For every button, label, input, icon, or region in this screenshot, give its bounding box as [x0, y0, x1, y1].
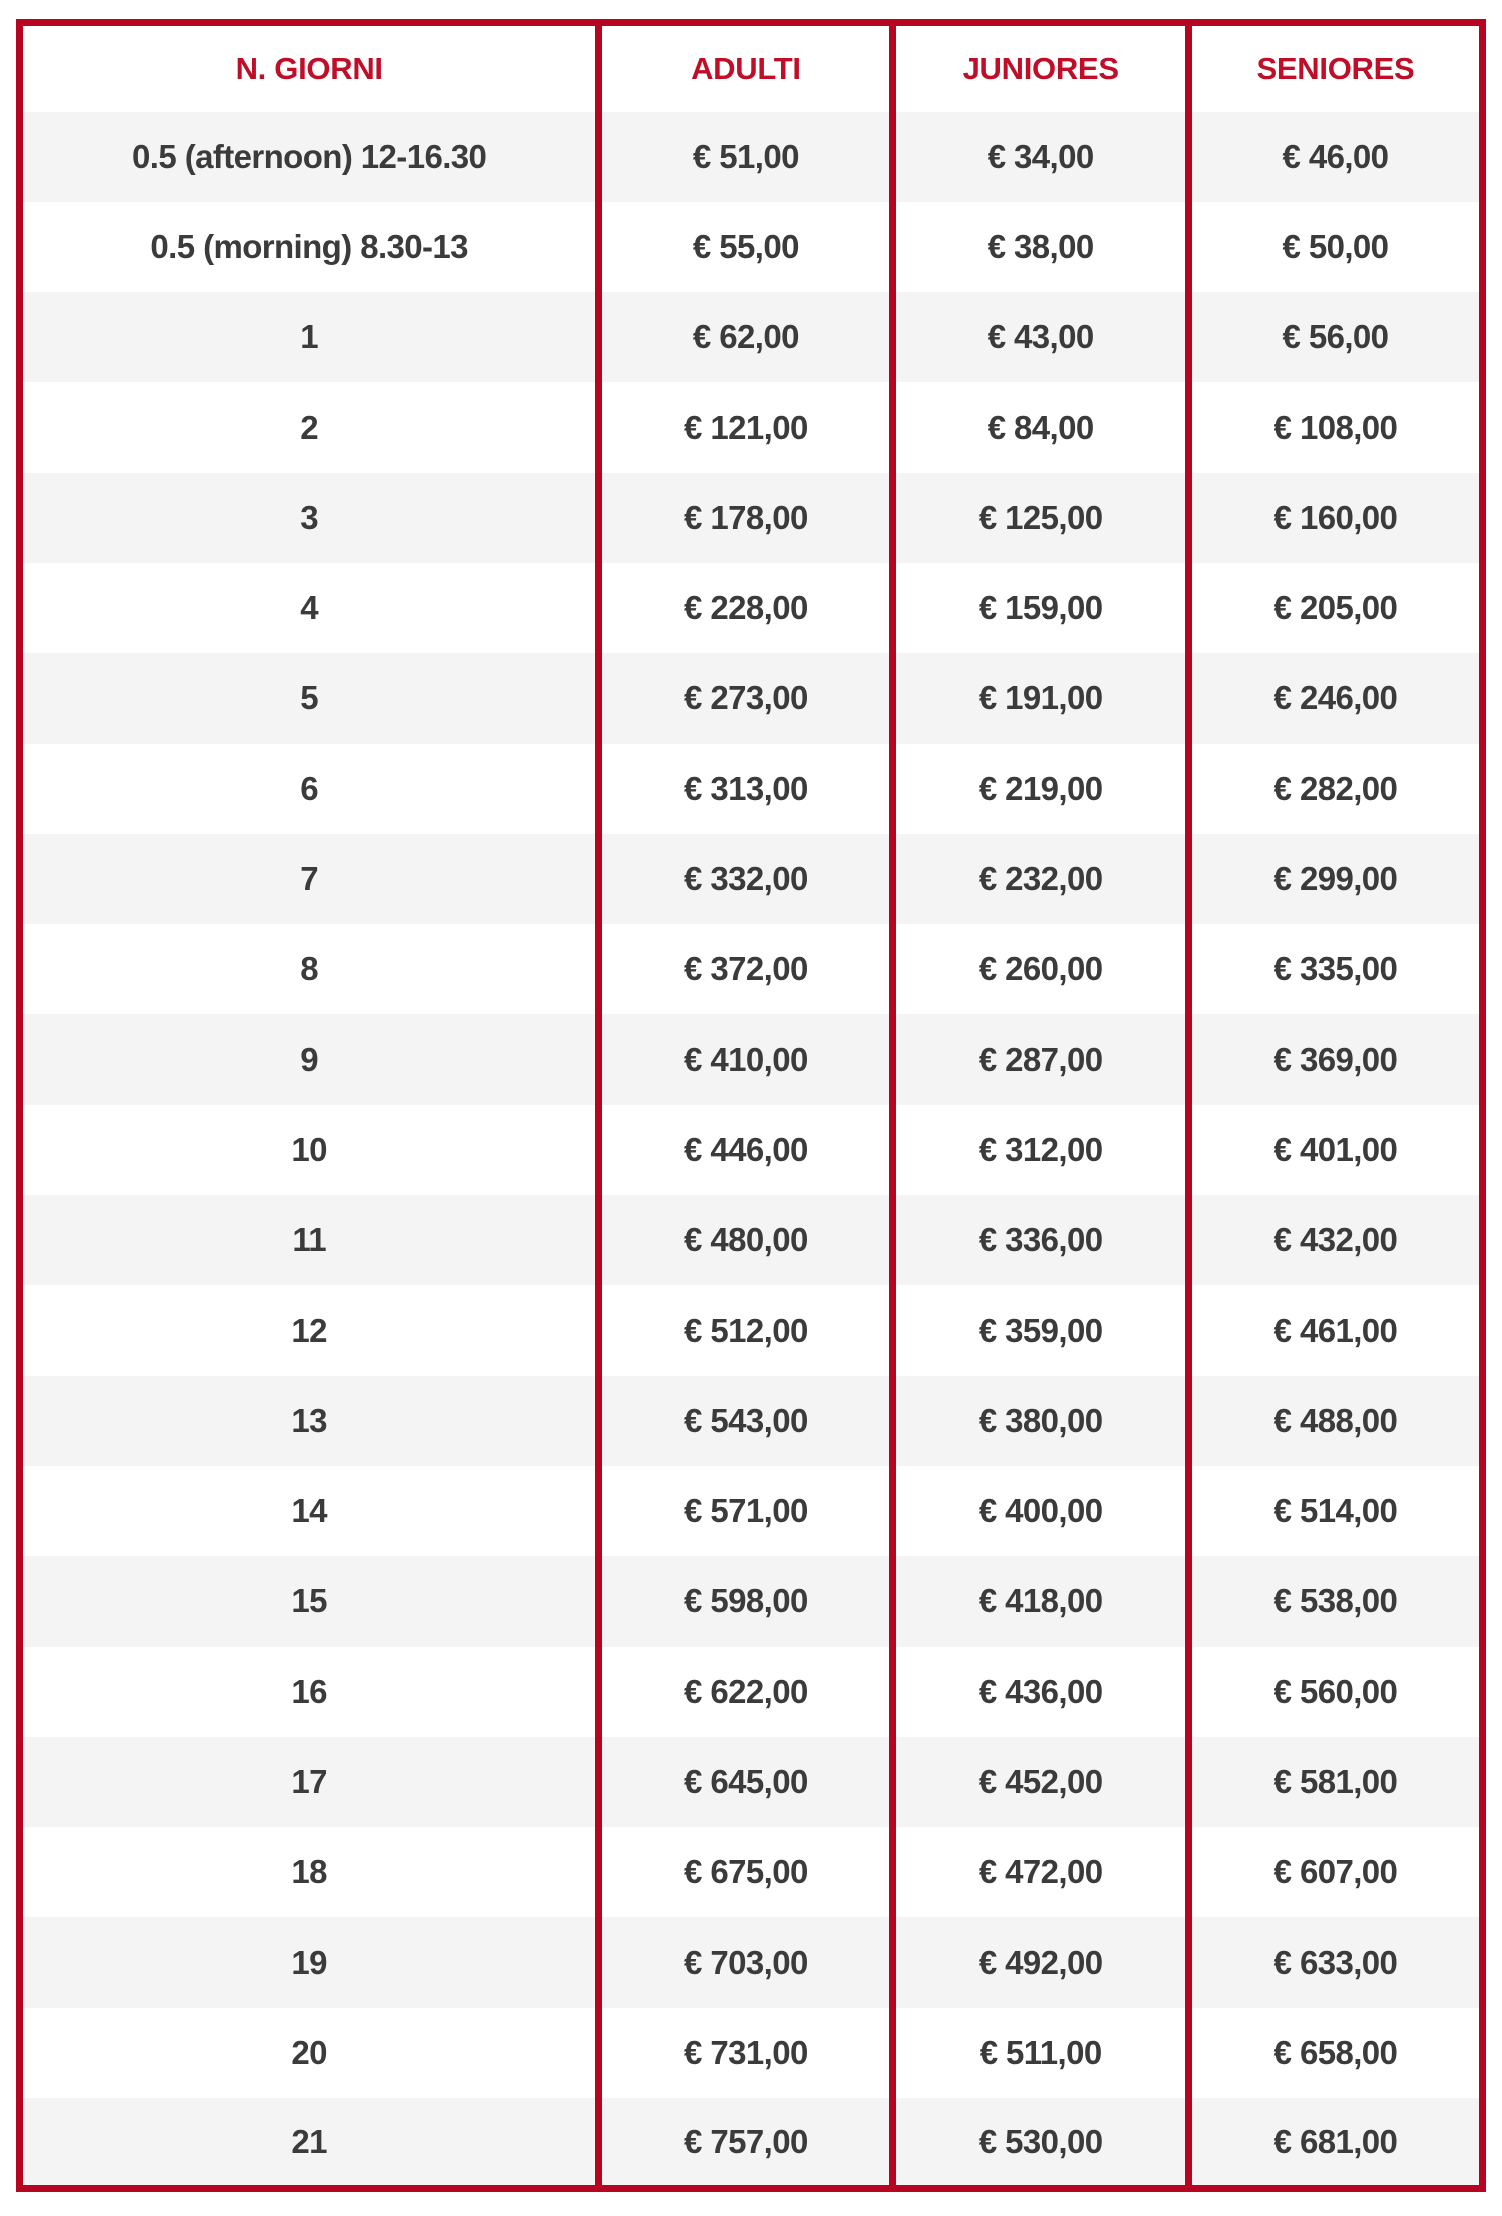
- adulti-cell: € 273,00: [599, 653, 893, 743]
- price-table-body: [20, 112, 1483, 2189]
- juniores-cell: € 359,00: [893, 1285, 1189, 1375]
- table-row: [20, 924, 1483, 1014]
- seniores-cell: € 514,00: [1188, 1466, 1482, 1556]
- header-row: [20, 23, 1483, 112]
- adulti-cell: € 675,00: [599, 1827, 893, 1917]
- giorni-cell: 0.5 (morning) 8.30-13: [150, 227, 468, 265]
- adulti-cell: € 598,00: [599, 1556, 893, 1646]
- seniores-cell: € 335,00: [1188, 924, 1482, 1014]
- table-row: [20, 1466, 1483, 1556]
- juniores-cell: € 336,00: [893, 1195, 1189, 1285]
- seniores-cell: € 50,00: [1188, 202, 1482, 292]
- adulti-cell: € 645,00: [599, 1737, 893, 1827]
- table-row: [20, 1917, 1483, 2007]
- seniores-cell: € 369,00: [1188, 1014, 1482, 1104]
- seniores-cell: € 108,00: [1188, 382, 1482, 472]
- table-row: [20, 1105, 1483, 1195]
- juniores-cell: € 219,00: [893, 744, 1189, 834]
- giorni-cell: 10: [291, 1130, 327, 1168]
- seniores-cell: € 538,00: [1188, 1556, 1482, 1646]
- juniores-cell: € 452,00: [893, 1737, 1189, 1827]
- giorni-cell: 17: [291, 1762, 327, 1800]
- giorni-cell: 16: [291, 1672, 327, 1710]
- giorni-cell: 15: [291, 1582, 327, 1620]
- seniores-cell: € 607,00: [1188, 1827, 1482, 1917]
- giorni-cell: 5: [300, 679, 319, 717]
- seniores-cell: € 461,00: [1188, 1285, 1482, 1375]
- juniores-cell: € 418,00: [893, 1556, 1189, 1646]
- juniores-cell: € 43,00: [893, 292, 1189, 382]
- seniores-cell: € 299,00: [1188, 834, 1482, 924]
- adulti-cell: € 228,00: [599, 563, 893, 653]
- giorni-cell: 4: [300, 589, 319, 627]
- juniores-cell: € 260,00: [893, 924, 1189, 1014]
- adulti-cell: € 622,00: [599, 1647, 893, 1737]
- table-row: [20, 382, 1483, 472]
- table-row: [20, 1737, 1483, 1827]
- seniores-cell: € 658,00: [1188, 2008, 1482, 2098]
- juniores-cell: € 232,00: [893, 834, 1189, 924]
- table-row: [20, 2098, 1483, 2188]
- table-row: [20, 292, 1483, 382]
- adulti-cell: € 703,00: [599, 1917, 893, 2007]
- seniores-cell: € 46,00: [1188, 112, 1482, 202]
- table-row: [20, 1647, 1483, 1737]
- adulti-cell: € 51,00: [599, 112, 893, 202]
- adulti-cell: € 313,00: [599, 744, 893, 834]
- juniores-cell: € 472,00: [893, 1827, 1189, 1917]
- price-table-head: [20, 23, 1483, 112]
- juniores-cell: € 492,00: [893, 1917, 1189, 2007]
- adulti-cell: € 410,00: [599, 1014, 893, 1104]
- juniores-cell: € 191,00: [893, 653, 1189, 743]
- adulti-cell: € 757,00: [599, 2098, 893, 2188]
- seniores-cell: € 488,00: [1188, 1376, 1482, 1466]
- table-row: [20, 1285, 1483, 1375]
- juniores-cell: € 159,00: [893, 563, 1189, 653]
- giorni-cell: 1: [300, 318, 319, 356]
- giorni-cell: 18: [291, 1853, 327, 1891]
- seniores-cell: € 633,00: [1188, 1917, 1482, 2007]
- column-header-adulti: ADULTI: [599, 23, 893, 112]
- juniores-cell: € 34,00: [893, 112, 1189, 202]
- giorni-cell: 2: [300, 408, 319, 446]
- table-row: [20, 1556, 1483, 1646]
- seniores-cell: € 282,00: [1188, 744, 1482, 834]
- adulti-cell: € 512,00: [599, 1285, 893, 1375]
- seniores-cell: € 401,00: [1188, 1105, 1482, 1195]
- table-row: [20, 112, 1483, 202]
- giorni-cell: 0.5 (afternoon) 12-16.30: [132, 137, 487, 175]
- table-row: [20, 473, 1483, 563]
- juniores-cell: € 84,00: [893, 382, 1189, 472]
- juniores-cell: € 380,00: [893, 1376, 1189, 1466]
- table-row: [20, 1195, 1483, 1285]
- table-row: [20, 834, 1483, 924]
- column-header-seniores: SENIORES: [1188, 23, 1482, 112]
- adulti-cell: € 446,00: [599, 1105, 893, 1195]
- giorni-cell: 11: [292, 1221, 327, 1259]
- giorni-cell: 13: [291, 1401, 327, 1439]
- giorni-cell: 7: [300, 860, 319, 898]
- adulti-cell: € 480,00: [599, 1195, 893, 1285]
- giorni-cell: 6: [300, 769, 319, 807]
- juniores-cell: € 530,00: [893, 2098, 1189, 2188]
- seniores-cell: € 205,00: [1188, 563, 1482, 653]
- adulti-cell: € 332,00: [599, 834, 893, 924]
- table-row: [20, 202, 1483, 292]
- giorni-cell: 12: [291, 1311, 327, 1349]
- adulti-cell: € 543,00: [599, 1376, 893, 1466]
- seniores-cell: € 681,00: [1188, 2098, 1482, 2188]
- juniores-cell: € 436,00: [893, 1647, 1189, 1737]
- price-table: [16, 19, 1486, 2192]
- column-header-juniores: JUNIORES: [893, 23, 1189, 112]
- giorni-cell: 8: [300, 950, 319, 988]
- seniores-cell: € 581,00: [1188, 1737, 1482, 1827]
- adulti-cell: € 55,00: [599, 202, 893, 292]
- seniores-cell: € 160,00: [1188, 473, 1482, 563]
- table-row: [20, 563, 1483, 653]
- table-row: [20, 653, 1483, 743]
- table-row: [20, 2008, 1483, 2098]
- juniores-cell: € 38,00: [893, 202, 1189, 292]
- juniores-cell: € 400,00: [893, 1466, 1189, 1556]
- giorni-cell: 14: [291, 1492, 327, 1530]
- table-row: [20, 1014, 1483, 1104]
- giorni-cell: 19: [291, 1943, 327, 1981]
- juniores-cell: € 125,00: [893, 473, 1189, 563]
- juniores-cell: € 312,00: [893, 1105, 1189, 1195]
- adulti-cell: € 121,00: [599, 382, 893, 472]
- table-row: [20, 1376, 1483, 1466]
- seniores-cell: € 560,00: [1188, 1647, 1482, 1737]
- giorni-cell: 9: [300, 1040, 319, 1078]
- adulti-cell: € 372,00: [599, 924, 893, 1014]
- juniores-cell: € 511,00: [893, 2008, 1189, 2098]
- giorni-cell: 21: [291, 2122, 327, 2160]
- adulti-cell: € 571,00: [599, 1466, 893, 1556]
- adulti-cell: € 62,00: [599, 292, 893, 382]
- table-row: [20, 1827, 1483, 1917]
- giorni-cell: 3: [300, 498, 319, 536]
- seniores-cell: € 432,00: [1188, 1195, 1482, 1285]
- table-row: [20, 744, 1483, 834]
- adulti-cell: € 731,00: [599, 2008, 893, 2098]
- seniores-cell: € 56,00: [1188, 292, 1482, 382]
- juniores-cell: € 287,00: [893, 1014, 1189, 1104]
- adulti-cell: € 178,00: [599, 473, 893, 563]
- giorni-cell: 20: [291, 2033, 327, 2071]
- column-header-n-giorni: N. GIORNI: [235, 50, 383, 86]
- seniores-cell: € 246,00: [1188, 653, 1482, 743]
